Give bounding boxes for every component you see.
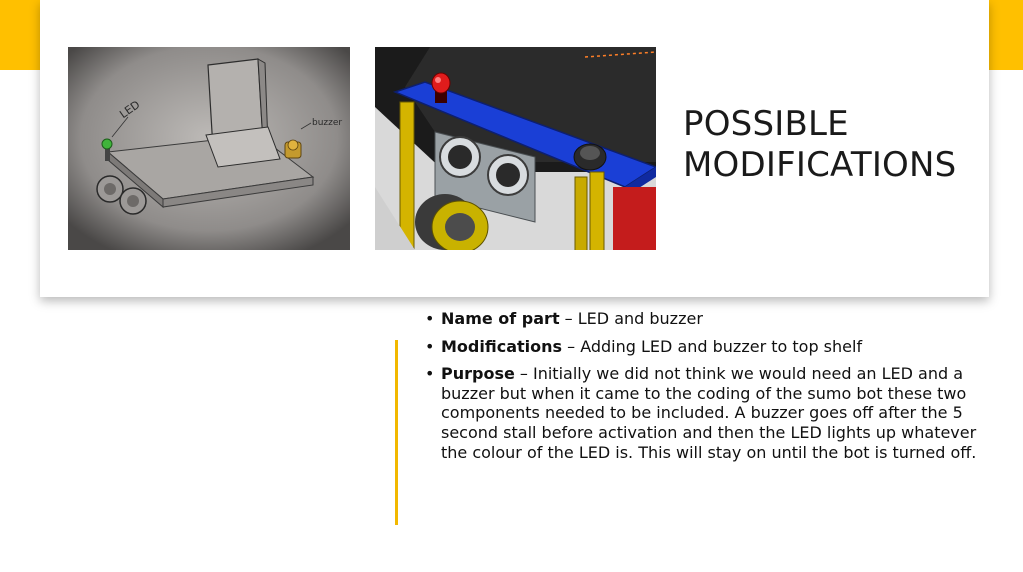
header-card: [40, 0, 989, 297]
sketch-buzzer-label: buzzer: [312, 118, 343, 128]
slide-title-line-1: POSSIBLE: [683, 104, 849, 144]
bullet-name-of-part: [441, 309, 991, 329]
bullet-label: Purpose: [441, 364, 515, 384]
bullet-label: Modifications: [441, 336, 563, 356]
bullet-text: – LED and buzzer: [559, 309, 703, 328]
cad-render-photo: [375, 47, 656, 250]
sketch-led-label: LED: [117, 98, 143, 122]
slide-title-line-2: MODIFICATIONS: [683, 145, 957, 185]
bullet-text: – Initially we did not think we would need an LED and a buzzer but when it came to the coding of the sumo bot these two components needed to be included. A buzzer goes off after the 5 second stall before activation and then the LED lights up whatever the colour of the LED is. This will stay on until the bot is turned off.: [441, 364, 977, 462]
bullet-label: Name of part: [441, 309, 560, 328]
top-left-accent-bar: [0, 0, 42, 70]
bullet-modifications: [441, 337, 991, 357]
bullet-purpose: [441, 364, 991, 462]
sketch-photo: [68, 47, 350, 250]
bullet-list: [441, 309, 991, 470]
slide-title: [683, 104, 983, 186]
vertical-divider: [395, 340, 398, 525]
bullet-text: – Adding LED and buzzer to top shelf: [562, 336, 863, 356]
